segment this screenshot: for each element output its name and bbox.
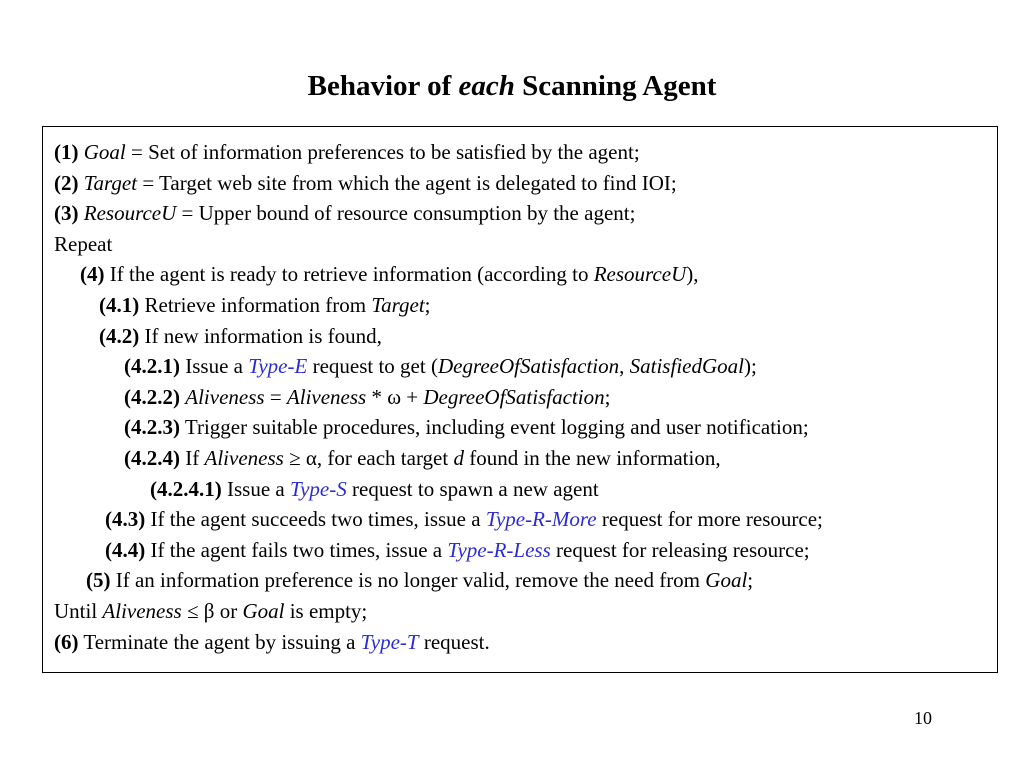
step-number: (4.2.2) (124, 384, 180, 409)
variable-name: ResourceU (83, 201, 177, 226)
variable-name: DegreeOfSatisfaction (437, 354, 620, 379)
step-number: (4) (80, 262, 105, 287)
request-type: Type-R-More (485, 507, 597, 532)
line-text: ; (424, 292, 431, 317)
line-text: If the agent fails two times, issue a (145, 537, 448, 562)
variable-name: Goal (83, 140, 126, 164)
variable-name: Aliveness (286, 384, 367, 409)
algorithm-line (54, 351, 993, 382)
step-number: (6) (54, 629, 79, 654)
algorithm-line (54, 474, 993, 505)
variable-name: Goal (705, 568, 748, 593)
variable-name: Target (371, 292, 425, 317)
line-text: Terminate the agent by issuing a (78, 629, 361, 654)
title-suffix: Scanning Agent (514, 70, 717, 102)
line-text: If new information is found, (139, 323, 382, 348)
line-text: Until (54, 598, 103, 623)
step-number: (4.2.4) (124, 445, 180, 470)
title-prefix: Behavior of (307, 70, 459, 102)
variable-name: Target (83, 170, 138, 195)
variable-name: Goal (242, 598, 285, 623)
algorithm-line (54, 229, 993, 260)
variable-name: ResourceU (593, 262, 687, 287)
variable-name: Aliveness (204, 445, 284, 470)
step-number: (4.2.3) (124, 415, 180, 440)
line-text: Issue a (221, 476, 290, 501)
line-text: = (264, 384, 287, 409)
request-type: Type-S (289, 476, 347, 501)
variable-name: SatisfiedGoal (629, 354, 744, 379)
line-text: = Target web site from which the agent is delegated to find IOI; (137, 170, 677, 195)
line-text: Trigger suitable procedures, including event logging and user notification; (180, 415, 809, 440)
variable-name: Aliveness (102, 598, 182, 623)
step-number: (4.2.4.1) (150, 476, 222, 501)
line-text: request to get ( (307, 354, 438, 379)
line-text: ), (686, 262, 699, 287)
line-text: If (180, 445, 205, 470)
algorithm-line (54, 137, 993, 168)
line-text: = Upper bound of resource consumption by the agent; (176, 201, 636, 226)
step-number: (5) (86, 568, 111, 593)
line-text: Issue a (180, 354, 249, 379)
algorithm-line (54, 596, 993, 627)
step-number: (3) (54, 201, 79, 226)
algorithm-line (54, 535, 993, 566)
step-number: (4.2) (99, 323, 140, 348)
line-text: * ω + (366, 384, 424, 409)
line-text: found in the new information, (463, 445, 721, 470)
algorithm-line (54, 290, 993, 321)
line-text: ≥ α, for each target (283, 445, 454, 470)
algorithm-line (54, 321, 993, 352)
line-text: = Set of information preferences to be satisfied by the agent; (125, 140, 640, 164)
page-number: 10 (914, 708, 932, 728)
algorithm-line (54, 168, 993, 199)
variable-name: Aliveness (185, 384, 265, 409)
line-text: is empty; (284, 598, 368, 623)
line-text: If an information preference is no longer valid, remove the need from (110, 568, 706, 593)
line-text: ; (604, 384, 611, 409)
line-text: request to spawn a new agent (346, 476, 599, 501)
slide-title (0, 68, 1024, 104)
algorithm-box (42, 126, 998, 673)
algorithm-lines (54, 137, 993, 657)
line-text: If the agent succeeds two times, issue a (145, 507, 486, 532)
line-text: , (619, 354, 630, 379)
line-text: ; (747, 568, 754, 593)
algorithm-line (54, 443, 993, 474)
line-text: If the agent is ready to retrieve information (according to (104, 262, 594, 287)
step-number: (4.1) (99, 292, 140, 317)
variable-name: DegreeOfSatisfaction (423, 384, 605, 409)
step-number: (1) (54, 140, 79, 164)
line-text: request for more resource; (596, 507, 823, 532)
line-text: Repeat (54, 231, 113, 256)
title-emphasis: each (458, 70, 515, 102)
line-text: Retrieve information from (139, 292, 372, 317)
step-number: (4.4) (105, 537, 146, 562)
algorithm-line (54, 259, 993, 290)
algorithm-line (54, 198, 993, 229)
step-number: (4.2.1) (124, 354, 180, 379)
algorithm-line (54, 565, 993, 596)
variable-name: d (453, 445, 464, 470)
line-text: request for releasing resource; (550, 537, 810, 562)
algorithm-line (54, 627, 993, 658)
step-number: (4.3) (105, 507, 146, 532)
algorithm-line (54, 504, 993, 535)
line-text: request. (418, 629, 490, 654)
request-type: Type-T (360, 629, 419, 654)
algorithm-line (54, 412, 993, 443)
line-text: ); (743, 354, 757, 379)
request-type: Type-E (248, 354, 308, 379)
line-text: ≤ β or (181, 598, 243, 623)
algorithm-line (54, 382, 993, 413)
request-type: Type-R-Less (447, 537, 551, 562)
step-number: (2) (54, 170, 79, 195)
